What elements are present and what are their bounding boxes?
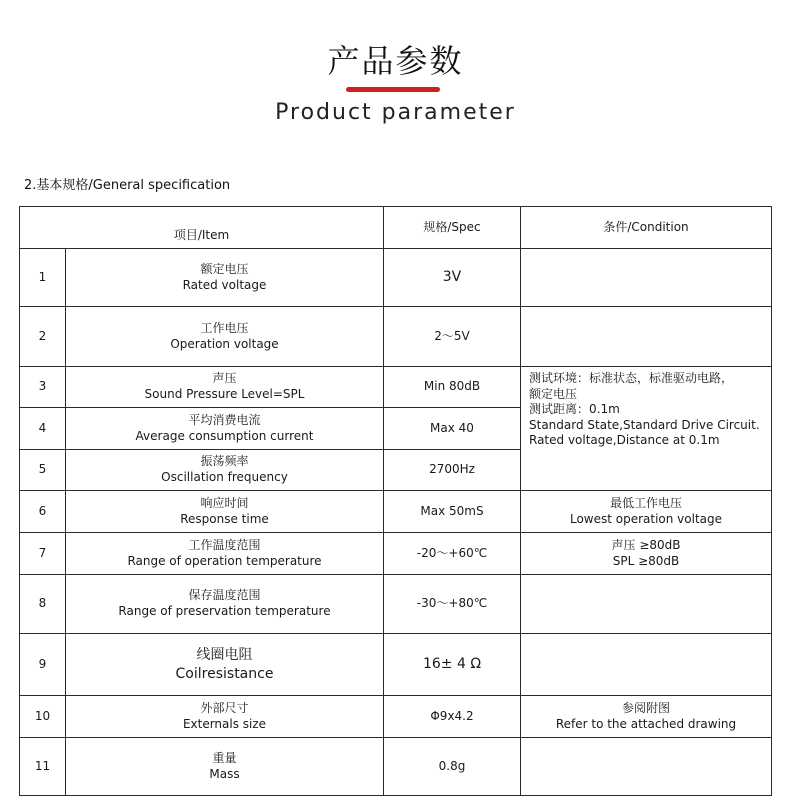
spec-value: 2～5V (384, 307, 521, 367)
item-en: Externals size (182, 716, 267, 731)
item-cn: 工作电压 (200, 320, 249, 335)
item-cn: 声压 (212, 371, 237, 386)
spec-value: 16± 4 Ω (384, 634, 521, 696)
item-cn: 外部尺寸 (200, 700, 249, 715)
table-row (20, 249, 772, 307)
table-row (20, 367, 772, 408)
table-header-row (20, 207, 772, 249)
item-cn: 响应时间 (200, 495, 249, 510)
item-cell (66, 533, 384, 575)
item-cn: 重量 (212, 750, 237, 765)
item-cn: 平均消费电流 (188, 412, 261, 427)
table-row (20, 738, 772, 796)
spec-value: Max 40 (384, 408, 521, 450)
condition-en: Lowest operation voltage (569, 511, 723, 526)
item-en: Oscillation frequency (161, 470, 288, 484)
spec-value: 3V (384, 249, 521, 307)
table-row (20, 491, 772, 533)
section-title: 2.基本规格/General specification (24, 178, 231, 193)
row-number: 3 (20, 367, 66, 408)
item-cell (66, 696, 384, 738)
condition-line: 额定电压 (529, 386, 578, 401)
condition-en: Refer to the attached drawing (555, 716, 737, 731)
item-cell (66, 575, 384, 634)
item-en: Rated voltage (182, 277, 267, 292)
item-cell (66, 634, 384, 696)
item-en: Mass (209, 766, 240, 781)
condition-line: 测试距离：0.1m (529, 402, 620, 417)
condition-cell (521, 696, 772, 738)
condition-cell (521, 738, 772, 796)
row-number: 8 (20, 575, 66, 634)
condition-line: 测试环境：标准状态，标准驱动电路， (529, 371, 734, 385)
condition-cn: 参阅附图 (621, 700, 670, 715)
condition-line: Standard State,Standard Drive Circuit. (529, 417, 760, 432)
condition-line: Rated voltage,Distance at 0.1m (529, 433, 720, 448)
spec-value: -20～+60℃ (384, 533, 521, 575)
item-cell (66, 450, 384, 491)
condition-cn: 最低工作电压 (609, 495, 682, 510)
table-row (20, 634, 772, 696)
row-number: 1 (20, 249, 66, 307)
item-en: Sound Pressure Level=SPL (144, 387, 305, 401)
header-item: 项目/Item (20, 207, 384, 249)
table-row (20, 307, 772, 367)
item-cn: 额定电压 (200, 261, 249, 276)
item-cell (66, 367, 384, 408)
condition-en: SPL ≥80dB (612, 553, 680, 568)
row-number: 10 (20, 696, 66, 738)
condition-cell (521, 307, 772, 367)
item-cell (66, 249, 384, 307)
condition-test-environment (521, 367, 772, 491)
row-number: 6 (20, 491, 66, 533)
condition-cn: 声压 ≥80dB (611, 537, 681, 552)
spec-table (19, 206, 772, 796)
condition-cell (521, 634, 772, 696)
spec-value: 0.8g (384, 738, 521, 796)
page-title-cn: 产品参数 (327, 42, 464, 80)
item-cn: 工作温度范围 (188, 537, 261, 552)
spec-value: 2700Hz (384, 450, 521, 491)
header-spec: 规格/Spec (384, 207, 521, 249)
table-row (20, 575, 772, 634)
table-row (20, 696, 772, 738)
header-condition: 条件/Condition (521, 207, 772, 249)
condition-cell (521, 249, 772, 307)
spec-value: -30～+80℃ (384, 575, 521, 634)
item-en: Range of operation temperature (127, 553, 322, 568)
item-en: Coilresistance (175, 665, 274, 682)
item-en: Response time (180, 511, 269, 526)
title-accent-bar (346, 87, 440, 92)
spec-value: Φ9x4.2 (384, 696, 521, 738)
item-en: Average consumption current (135, 428, 314, 443)
condition-cell (521, 491, 772, 533)
row-number: 11 (20, 738, 66, 796)
item-en: Operation voltage (170, 336, 279, 351)
spec-value: Max 50mS (384, 491, 521, 533)
table-row (20, 533, 772, 575)
item-cell (66, 738, 384, 796)
item-en: Range of preservation temperature (118, 604, 331, 618)
row-number: 2 (20, 307, 66, 367)
item-cell (66, 491, 384, 533)
item-cell (66, 408, 384, 450)
item-cn: 线圈电阻 (196, 647, 253, 664)
row-number: 9 (20, 634, 66, 696)
row-number: 4 (20, 408, 66, 450)
spec-value: Min 80dB (384, 367, 521, 408)
item-cn: 振荡频率 (200, 454, 249, 469)
condition-cell (521, 575, 772, 634)
row-number: 7 (20, 533, 66, 575)
item-cell (66, 307, 384, 367)
item-cn: 保存温度范围 (188, 588, 261, 603)
page-title-en: Product parameter (275, 100, 516, 125)
condition-cell (521, 533, 772, 575)
row-number: 5 (20, 450, 66, 491)
